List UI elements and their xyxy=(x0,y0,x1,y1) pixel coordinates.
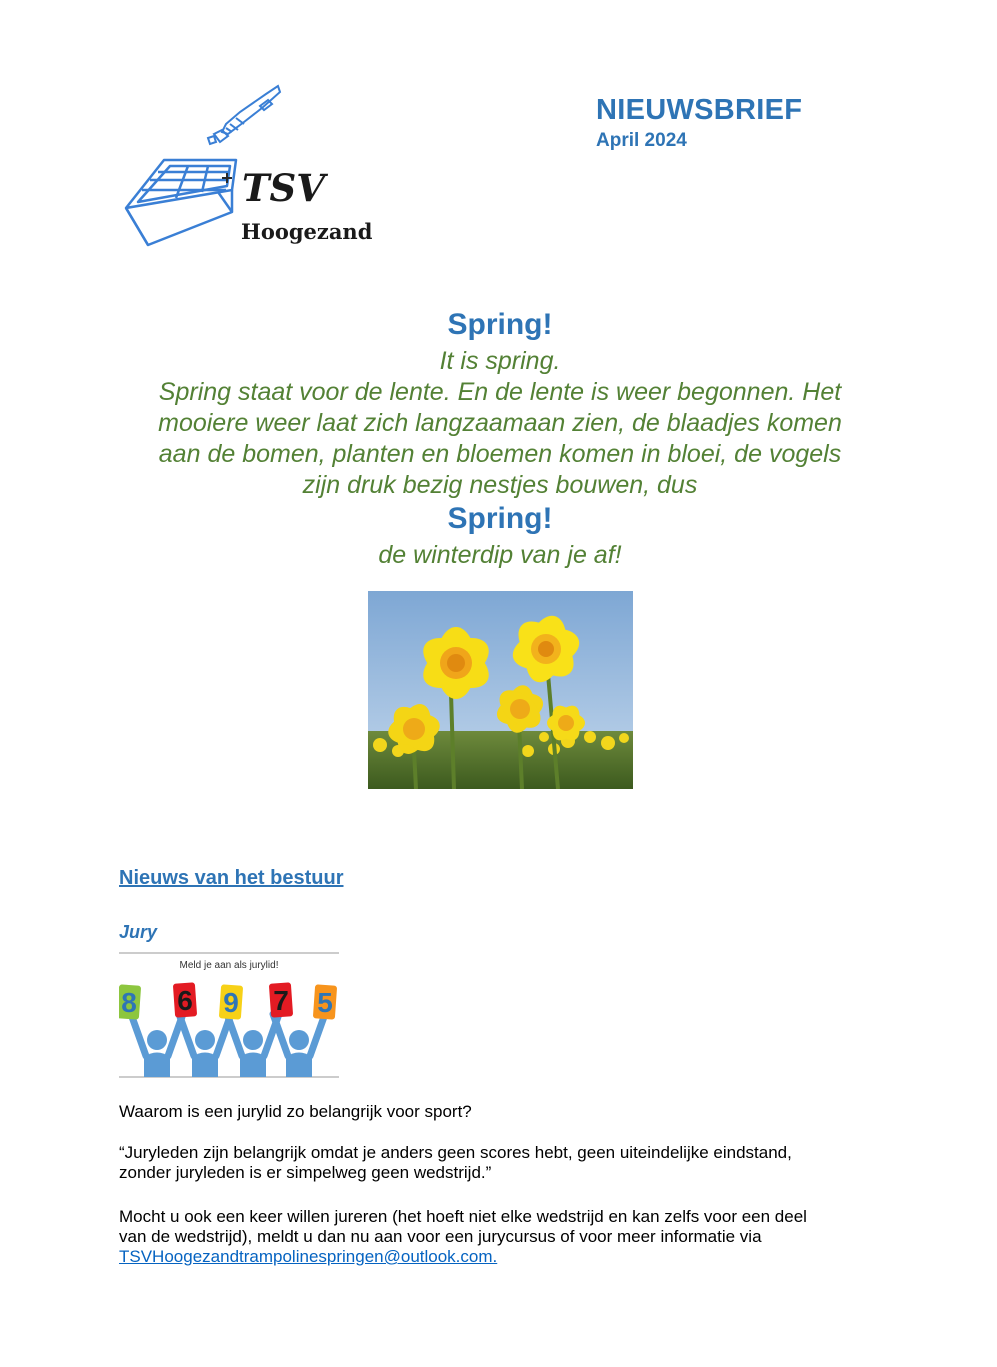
section-title: Nieuws van het bestuur xyxy=(119,867,344,889)
club-logo xyxy=(118,80,408,260)
intro-paragraph-line: Spring staat voor de lente. En de lente is weer begonnen. Het xyxy=(158,378,842,406)
score-card-number: 7 xyxy=(273,985,289,1016)
jury-quote-line: zonder juryleden is er simpelweg geen wedstrijd.” xyxy=(119,1163,492,1182)
daffodils-photo-icon xyxy=(368,591,633,789)
daffodils-photo xyxy=(368,591,633,789)
intro-heading: Spring! xyxy=(447,308,553,341)
jury-invite-line: van de wedstrijd), meldt u dan nu aan voor een jurycursus of voor meer informatie via xyxy=(119,1227,762,1246)
intro-closing: de winterdip van je af! xyxy=(378,541,622,569)
logo-place: Hoogezand xyxy=(241,219,373,244)
score-card-number: 9 xyxy=(223,987,239,1018)
score-card-number: 6 xyxy=(177,985,193,1016)
score-card-number: 5 xyxy=(317,987,333,1018)
intro-heading-2: Spring! xyxy=(447,502,553,535)
jury-person xyxy=(273,1014,325,1077)
intro-line: It is spring. xyxy=(439,347,561,375)
jury-question: Waarom is een jurylid zo belangrijk voor sport? xyxy=(119,1102,472,1121)
intro-paragraph xyxy=(120,377,880,501)
intro-paragraph-line: zijn druk bezig nestjes bouwen, dus xyxy=(302,471,698,499)
intro-paragraph-line: aan de bomen, planten en bloemen komen in bloei, de vogels xyxy=(158,440,842,468)
jury-person xyxy=(179,1014,231,1077)
jury-invite-line: Mocht u ook een keer willen jureren (het hoeft niet elke wedstrijd en kan zelfs voor een deel xyxy=(119,1207,807,1226)
jury-person xyxy=(227,1014,279,1077)
jury-quote xyxy=(119,1143,879,1183)
jury-caption: Meld je aan als jurylid! xyxy=(179,960,279,971)
newsletter-title: NIEUWSBRIEF xyxy=(596,94,803,126)
trampoline-jumper-logo-icon xyxy=(118,80,408,260)
intro-paragraph-line: mooiere weer laat zich langzaamaan zien, de blaadjes komen xyxy=(158,409,842,437)
jury-person xyxy=(131,1014,183,1077)
logo-brand: TSV xyxy=(242,166,325,210)
jury-invite xyxy=(119,1207,879,1267)
email-link[interactable]: TSVHoogezandtrampolinespringen@outlook.com. xyxy=(119,1247,498,1266)
score-card-number: 8 xyxy=(121,987,137,1018)
newsletter-date: April 2024 xyxy=(596,130,687,151)
jury-image xyxy=(119,952,339,1079)
jury-quote-line: “Juryleden zijn belangrijk omdat je anders geen scores hebt, geen uiteindelijke eindstand, xyxy=(119,1143,792,1162)
section-subtitle: Jury xyxy=(119,922,158,942)
jury-scoreboard-icon xyxy=(119,952,339,1079)
